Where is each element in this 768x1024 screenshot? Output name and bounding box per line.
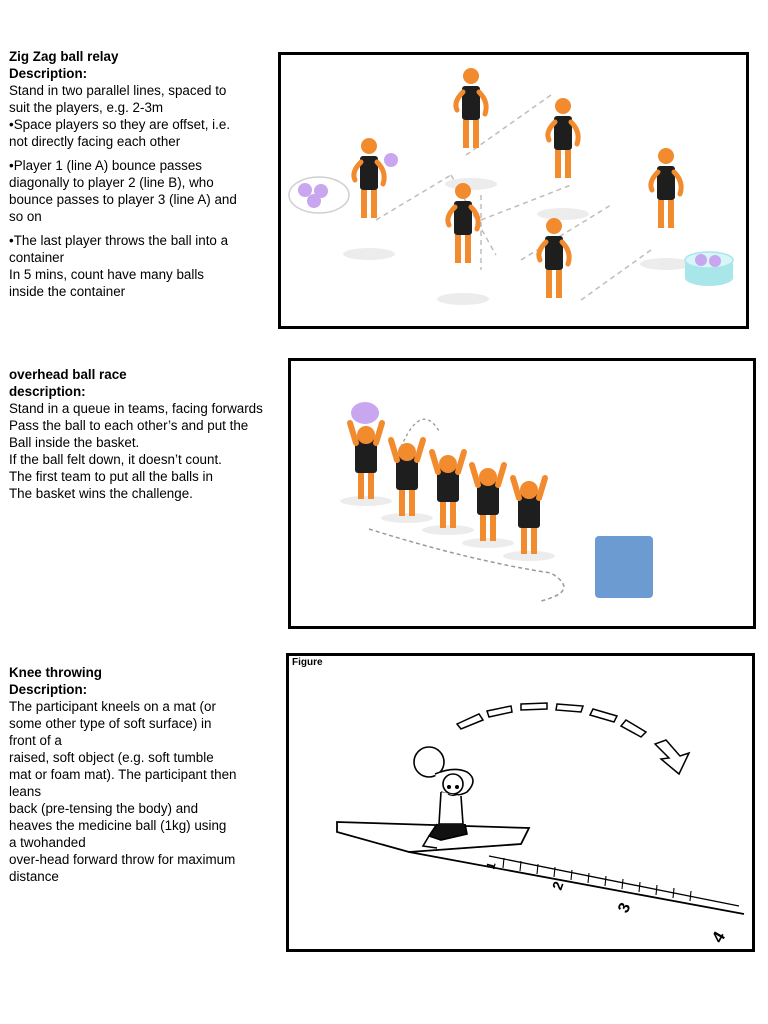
text-line: a twohanded — [9, 835, 86, 850]
text-line: •Space players so they are offset, i.e. — [9, 117, 231, 132]
text-line: some other type of soft surface) in — [9, 716, 212, 731]
section-zigzag-text — [9, 48, 271, 300]
section-title: Zig Zag ball relay — [9, 49, 119, 64]
distance-mark: 3 — [615, 900, 635, 916]
text-line: not directly facing each other — [9, 134, 181, 149]
text-line: heaves the medicine ball (1kg) using — [9, 818, 227, 833]
text-line: The basket wins the challenge. — [9, 486, 193, 501]
text-line: The participant kneels on a mat (or — [9, 699, 216, 714]
text-line: Ball inside the basket. — [9, 435, 140, 450]
text-line: inside the container — [9, 284, 126, 299]
text-line: If the ball felt down, it doesn’t count. — [9, 452, 222, 467]
text-line: Stand in two parallel lines, spaced to — [9, 83, 227, 98]
distance-mark: 4 — [708, 928, 730, 946]
section-subtitle: Description: — [9, 66, 88, 81]
distance-mark: 1 — [483, 860, 499, 871]
text-line: front of a — [9, 733, 62, 748]
zigzag-illustration — [281, 55, 746, 326]
zigzag-figure — [278, 52, 749, 329]
text-line: suit the players, e.g. 2-3m — [9, 100, 164, 115]
text-line: bounce passes to player 3 (line A) and — [9, 192, 237, 207]
text-line: diagonally to player 2 (line B), who — [9, 175, 214, 190]
section-title: Knee throwing — [9, 665, 102, 680]
text-line: The first team to put all the balls in — [9, 469, 213, 484]
text-line: so on — [9, 209, 42, 224]
distance-mark: 2 — [548, 879, 567, 893]
overhead-illustration — [291, 361, 753, 626]
text-line: raised, soft object (e.g. soft tumble — [9, 750, 214, 765]
section-overhead-text — [9, 366, 289, 502]
text-line: over-head forward throw for maximum — [9, 852, 236, 867]
overhead-figure — [288, 358, 756, 629]
text-line: In 5 mins, count have many balls — [9, 267, 205, 282]
text-line: Pass the ball to each other’s and put the — [9, 418, 249, 433]
text-line: Stand in a queue in teams, facing forwards — [9, 401, 263, 416]
text-line: back (pre-tensing the body) and — [9, 801, 199, 816]
text-line: leans — [9, 784, 42, 799]
text-line: •Player 1 (line A) bounce passes — [9, 158, 203, 173]
text-line: mat or foam mat). The participant then — [9, 767, 237, 782]
text-line: distance — [9, 869, 59, 884]
knee-throw-illustration — [289, 656, 752, 949]
knee-throw-figure — [286, 653, 755, 952]
section-subtitle: Description: — [9, 682, 88, 697]
text-line: •The last player throws the ball into a — [9, 233, 229, 248]
section-knee-text — [9, 664, 266, 885]
section-subtitle: description: — [9, 384, 86, 399]
figure-label: Figure — [292, 657, 323, 668]
section-title: overhead ball race — [9, 367, 127, 382]
text-line: container — [9, 250, 65, 265]
